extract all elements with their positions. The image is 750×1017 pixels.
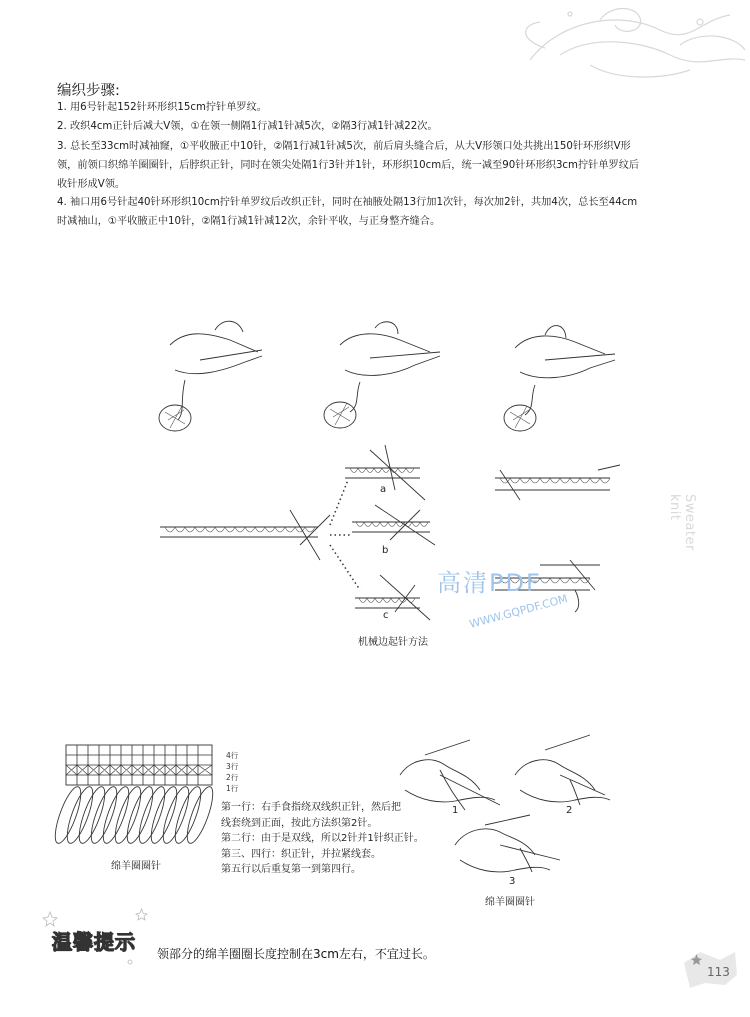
side-title: Sweater knit bbox=[667, 494, 697, 551]
step-2-text: 2. 改织4cm正针后减大V领，①在领一侧隔1行减1针减5次，②隔3行减1针减22次。 bbox=[57, 121, 438, 132]
row-label-4: 4行 bbox=[226, 751, 239, 760]
note-line-4: 第三、四行：织正针，并拉紧线套。 bbox=[221, 848, 381, 860]
tip-badge: 温馨提示 bbox=[52, 930, 136, 954]
page-number: 113 bbox=[707, 965, 730, 979]
diagram-label-b: b bbox=[382, 545, 389, 556]
loop-step-1: 1 bbox=[452, 805, 459, 816]
step-4-line-1: 4. 袖口用6号针起40针环形织10cm拧针单罗纹后改织正针，同时在袖腋处隔13行加1次针，每次加2针，共加4次，总长至44cm bbox=[57, 197, 638, 208]
step-3-line-2: 领，前领口织绵羊圈圈针，后脖织正针，同时在领尖处隔1行3针并1针，环形织10cm后，统一减至90针环形织3cm拧针单罗纹后 bbox=[57, 160, 640, 171]
tip-text: 领部分的绵羊圈圈长度控制在3cm左右，不宜过长。 bbox=[157, 947, 435, 961]
step-3-line-1: 3. 总长至33cm时减袖窿，①平收腋正中10针，②隔1行减1针减5次，前后肩头缝合后，从大V形领口处共挑出150针环形织V形 bbox=[57, 141, 631, 152]
loop-hands-caption: 绵羊圈圈针 bbox=[485, 897, 535, 908]
step-1-text: 1. 用6号针起152针环形织15cm拧针单罗纹。 bbox=[57, 102, 267, 113]
row-label-3: 3行 bbox=[226, 762, 239, 771]
page-title: 编织步骤: bbox=[57, 83, 120, 99]
note-line-1: 第一行：右手食指绕双线织正针，然后把 bbox=[221, 802, 401, 813]
loop-step-2: 2 bbox=[566, 805, 573, 816]
step-4-line-2: 时减袖山，①平收腋正中10针，②隔1行减1针减12次，余针平收，与正身整齐缝合。 bbox=[57, 216, 441, 227]
diagram-label-c: c bbox=[383, 610, 389, 621]
note-line-3: 第二行：由于是双线，所以2针并1针织正针。 bbox=[221, 833, 424, 844]
note-line-5: 第五行以后重复第一到第四行。 bbox=[221, 864, 361, 875]
watermark-url: WWW.GQPDF.COM bbox=[468, 592, 570, 631]
cast-on-caption: 机械边起针方法 bbox=[358, 637, 428, 648]
row-label-2: 2行 bbox=[226, 773, 239, 782]
row-label-1: 1行 bbox=[226, 784, 239, 793]
step-3-line-3: 收针形成V领。 bbox=[57, 179, 126, 190]
watermark-cn: 高清PDF bbox=[437, 569, 542, 597]
loop-chart-caption: 绵羊圈圈针 bbox=[111, 861, 161, 872]
note-line-2: 线套绕到正面，按此方法织第2针。 bbox=[221, 817, 378, 829]
diagram-label-a: a bbox=[380, 484, 387, 495]
loop-step-3: 3 bbox=[509, 876, 516, 887]
